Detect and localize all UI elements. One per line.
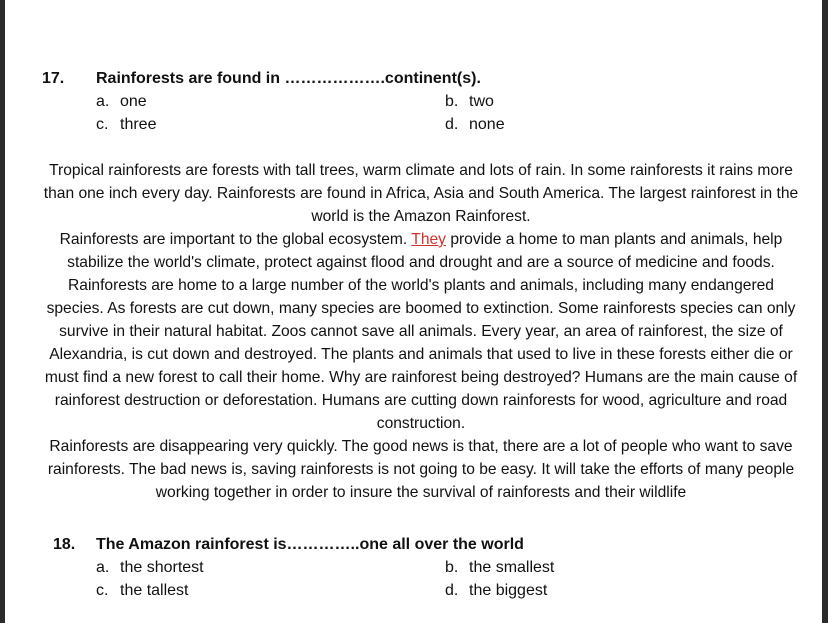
option-text: the shortest [120,559,204,576]
q17-option-d [445,115,505,135]
question-number: 17. [42,70,65,87]
option-text: two [469,93,494,110]
option-letter: a. [96,559,110,576]
q17-option-c [96,115,156,135]
q18-option-c [96,581,188,601]
passage-paragraph-3: Rainforests are home to a large number of the world's plants and animals, including many endangered species. As forests are cut down, many species are boomed to extinction. Some rainforests species can only survive in their natural habitat. Zoos cannot save all animals. Every year, an area of rainforest, the size of Alexandria, is cut down and destroyed. The plants and animals that used to live in these forests either die or must find a new forest to call their home. Why are rainforest being destroyed? Humans are the main cause of rainforest destruction or deforestation. Humans are cutting down rainforests for wood, agriculture and road construction. [44,277,798,432]
option-letter: d. [445,116,459,133]
option-text: the tallest [120,582,189,599]
q18-option-a [96,558,204,578]
passage-paragraph-2 [39,228,803,274]
q18-option-b [445,558,554,578]
q18-option-d [445,581,547,601]
worksheet-page [5,0,822,623]
passage-paragraph-4: Rainforests are disappearing very quickly. The good news is that, there are a lot of people who want to save rainforests. The bad news is, saving rainforests is not going to be easy. It will take the efforts of many people working together in order to insure the survival of rainforests and their wildlife [47,438,795,501]
q17-option-a [96,92,147,112]
option-text: one [120,93,147,110]
option-letter: c. [96,582,109,599]
option-letter: b. [445,559,459,576]
passage-paragraph-1: Tropical rainforests are forests with tall trees, warm climate and lots of rain. In some rainforests it rains more than one inch every day. Rainforests are found in Africa, Asia and South America. The largest rainforest in the world is the Amazon Rainforest. [43,162,799,225]
option-text: the smallest [469,559,555,576]
option-letter: b. [445,93,459,110]
passage-text: Rainforests are important to the global ecosystem. [59,231,408,248]
option-text: the biggest [469,582,548,599]
question-number: 18. [53,536,76,553]
q17-option-b [445,92,494,112]
option-text: three [120,116,157,133]
reading-passage [39,159,803,504]
question-text: The Amazon rainforest is…………..one all over the world [96,536,524,553]
passage-text: provide a home to man plants and animals, help stabilize the world's climate, protect against flood and drought and are a source of medicine and foods. [67,231,783,271]
highlighted-word: They [411,231,446,248]
option-letter: c. [96,116,109,133]
option-letter: d. [445,582,459,599]
option-text: none [469,116,505,133]
option-letter: a. [96,93,110,110]
question-text: Rainforests are found in ……………….continent(s). [96,70,481,87]
